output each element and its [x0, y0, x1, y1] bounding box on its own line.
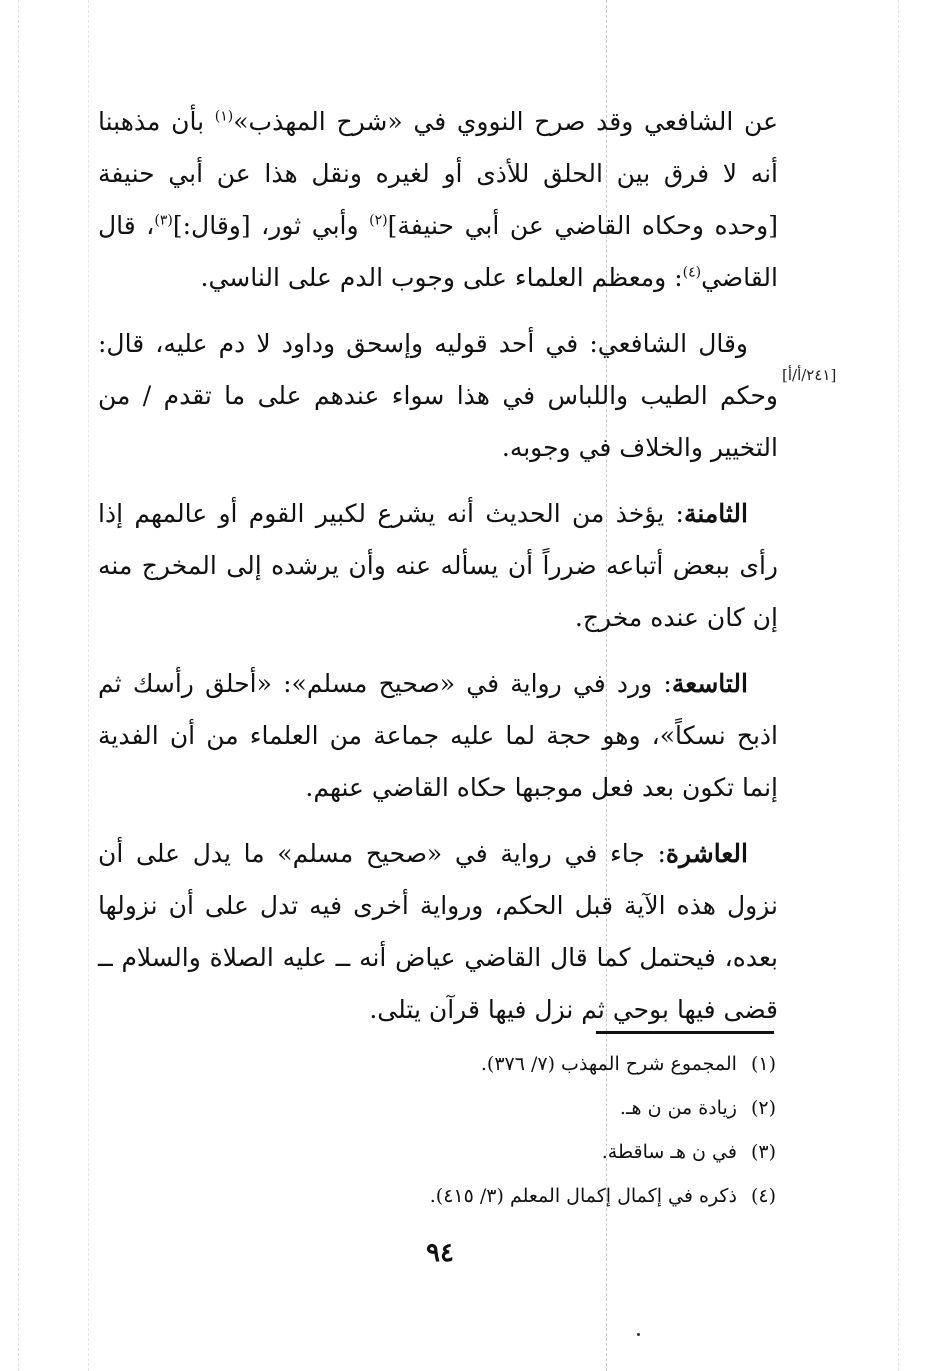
text-run: وأبي ثور، [وقال:] — [172, 211, 370, 240]
footnote-ref-3[interactable]: (٣) — [154, 212, 173, 229]
footnote-number: (٤) — [750, 1185, 776, 1207]
footnote-2 — [300, 1086, 776, 1130]
paragraph-heading: الثامنة — [683, 499, 748, 528]
text-run: : ومعظم العلماء على وجوب الدم على الناسي. — [200, 263, 683, 292]
footnote-separator — [596, 1031, 774, 1034]
page-number: ٩٤ — [426, 1238, 454, 1268]
scan-speck — [637, 1333, 640, 1336]
footnotes — [300, 1042, 776, 1218]
scan-guide-line — [88, 0, 89, 1371]
paragraph-5 — [98, 828, 778, 1036]
footnote-4 — [300, 1174, 776, 1218]
footnote-text: المجموع شرح المهذب (٧/ ٣٧٦). — [480, 1053, 737, 1075]
scan-guide-line — [18, 0, 19, 1371]
footnote-text: ذكره في إكمال إكمال المعلم (٣/ ٤١٥). — [429, 1185, 737, 1207]
footnote-text: في ن هـ ساقطة. — [601, 1141, 737, 1163]
paragraph-3 — [98, 488, 778, 644]
footnote-3 — [300, 1130, 776, 1174]
paragraph-4 — [98, 658, 778, 814]
paragraph-2 — [98, 318, 778, 474]
text-run: عن الشافعي وقد صرح النووي في «شرح المهذب» — [233, 107, 778, 136]
text-run: ، قال القاضي — [98, 211, 778, 292]
main-text — [98, 96, 778, 1050]
text-run: بأن مذهبنا أنه لا فرق بين الحلق للأذى أو لغيره ونقل هذا عن أبي حنيفة [وحده وحكاه القاضي عن أبي حنيفة] — [98, 107, 779, 240]
text-run: : ورد في رواية في «صحيح مسلم»: «أحلق رأسك ثم اذبح نسكاً»، وهو حجة لما عليه جماعة من العلماء من أن الفدية إنما تكون بعد فعل موجبها حكاه القاضي عنهم. — [98, 669, 778, 802]
text-run: : جاء في رواية في «صحيح مسلم» ما يدل على أن نزول هذه الآية قبل الحكم، ورواية أخرى فيه تدل على أن نزولها بعده، فيحتمل كما قال القاضي عياض أنه ــ عليه الصلاة والسلام ــ قضى فيها بوحي ثم نزل فيها قرآن يتلى. — [98, 839, 778, 1024]
manuscript-folio-reference: [٢٤١/أ/أ] — [782, 366, 837, 384]
text-run: وقال الشافعي: في أحد قوليه وإسحق وداود لا دم عليه، قال: وحكم الطيب واللباس في هذا سواء عندهم على ما تقدم / من التخيير والخلاف في وجوبه. — [98, 329, 778, 462]
paragraph-heading: العاشرة — [665, 839, 748, 868]
paragraph-1 — [98, 96, 778, 304]
footnote-text: زيادة من ن هـ. — [619, 1097, 737, 1119]
footnote-ref-2[interactable]: (٢) — [369, 212, 388, 229]
footnote-ref-4[interactable]: (٤) — [682, 264, 702, 281]
text-run: : يؤخذ من الحديث أنه يشرع لكبير القوم أو عالمهم إذا رأى ببعض أتباعه ضرراً أن يسأله عنه وأن يرشده إلى المخرج منه إن كان عنده مخرج. — [98, 499, 778, 632]
scan-guide-line — [898, 0, 899, 1371]
footnote-1 — [300, 1042, 776, 1086]
paragraph-heading: التاسعة — [671, 669, 748, 698]
footnote-ref-1[interactable]: (١) — [214, 108, 234, 125]
footnote-number: (٣) — [750, 1141, 776, 1163]
footnote-number: (٢) — [750, 1097, 776, 1119]
footnote-number: (١) — [750, 1053, 776, 1075]
